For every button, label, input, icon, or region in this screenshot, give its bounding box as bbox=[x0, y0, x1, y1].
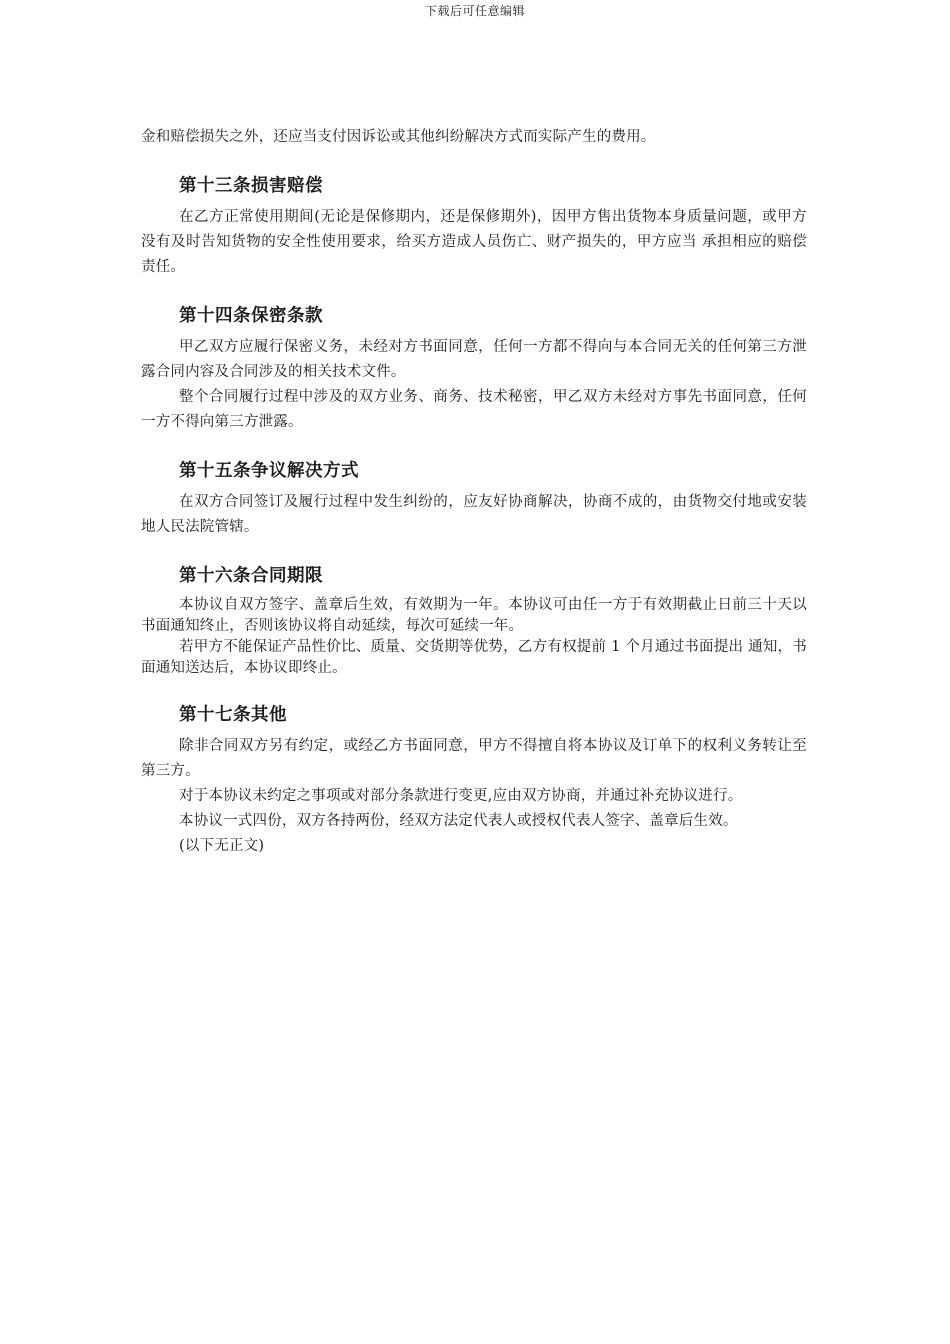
section-14-paragraph-1: 甲乙双方应履行保密义务，未经对方书面同意，任何一方都不得向与本合同无关的任何第三方泄露合同内容及合同涉及的相关技术文件。 bbox=[141, 339, 807, 380]
document-body bbox=[141, 125, 807, 859]
section-16-paragraph-1: 本协议自双方签字、盖章后生效，有效期为一年。本协议可由任一方于有效期截止日前三十天以书面通知终止，否则该协议将自动延续，每次可延续一年。 bbox=[141, 597, 807, 634]
section-14-paragraph-2: 整个合同履行过程中涉及的双方业务、商务、技术秘密，甲乙双方未经对方事先书面同意，任何一方不得向第三方泄露。 bbox=[141, 389, 807, 430]
section-17-paragraph-4: (以下无正文) bbox=[179, 838, 265, 854]
section-17-paragraph-1: 除非合同双方另有约定，或经乙方书面同意，甲方不得擅自将本协议及订单下的权利义务转让至第三方。 bbox=[141, 738, 807, 779]
section-13-title: 第十三条损害赔偿 bbox=[179, 176, 323, 196]
intro-paragraph: 金和赔偿损失之外，还应当支付因诉讼或其他纠纷解决方式而实际产生的费用。 bbox=[141, 129, 656, 145]
section-17-paragraph-3: 本协议一式四份，双方各持两份，经双方法定代表人或授权代表人签字、盖章后生效。 bbox=[179, 813, 738, 829]
section-13-paragraph-1: 在乙方正常使用期间(无论是保修期内，还是保修期外)，因甲方售出货物本身质量问题，或甲方没有及时告知货物的安全性使用要求，给买方造成人员伤亡、财产损失的，甲方应当 承担相应的赔偿责任。 bbox=[141, 209, 807, 275]
section-16-paragraph-2: 若甲方不能保证产品性价比、质量、交货期等优势，乙方有权提前 1 个月通过书面提出 通知，书面通知送达后，本协议即终止。 bbox=[141, 639, 807, 676]
section-15-title: 第十五条争议解决方式 bbox=[179, 461, 359, 481]
section-15-paragraph-1: 在双方合同签订及履行过程中发生纠纷的，应友好协商解决，协商不成的，由货物交付地或安装地人民法院管辖。 bbox=[141, 494, 807, 535]
section-16-title: 第十六条合同期限 bbox=[179, 566, 323, 586]
section-17-title: 第十七条其他 bbox=[179, 705, 287, 725]
page-header-note: 下载后可任意编辑 bbox=[424, 4, 525, 18]
section-14-title: 第十四条保密条款 bbox=[179, 306, 323, 326]
section-17-paragraph-2: 对于本协议未约定之事项或对部分条款进行变更,应由双方协商，并通过补充协议进行。 bbox=[179, 788, 743, 804]
